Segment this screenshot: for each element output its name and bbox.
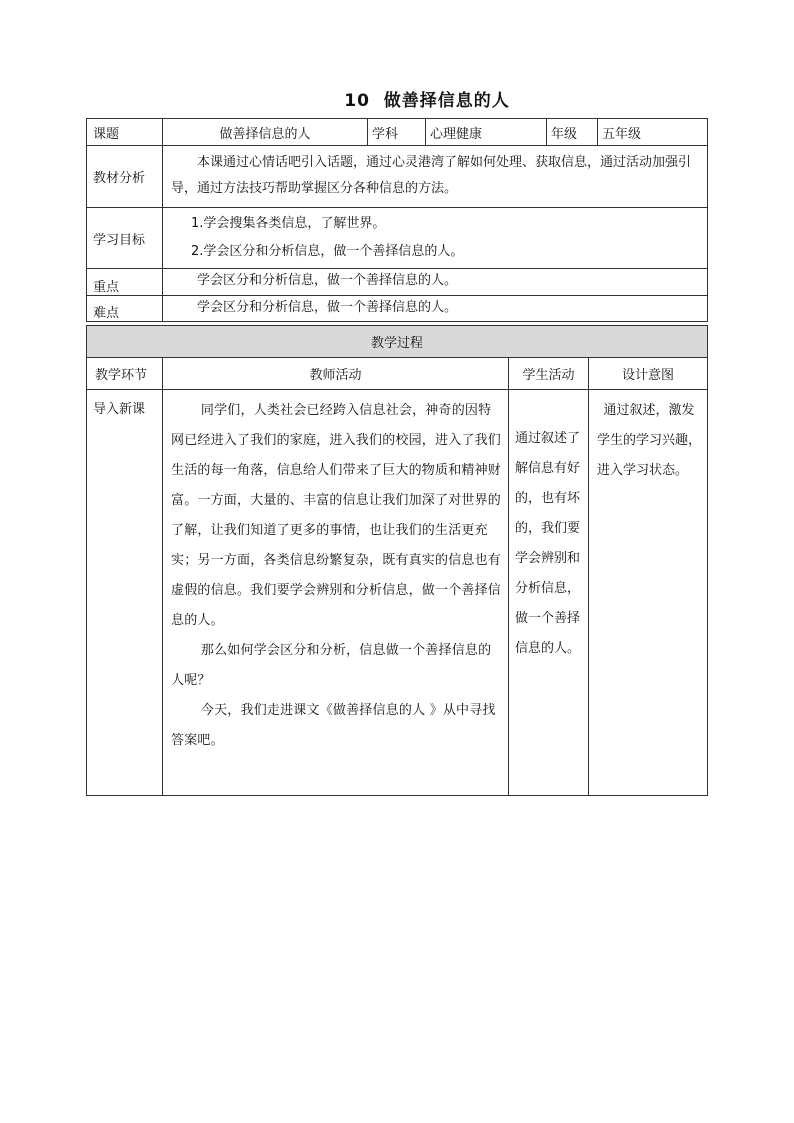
design-intent-cell: 通过叙述，激发学生的学习兴趣，进入学习状态。: [589, 390, 708, 796]
teacher-paragraph: 那么如何学会区分和分析，信息做一个善择信息的人呢？: [171, 643, 492, 688]
difficulty-label: 难点: [87, 296, 163, 322]
column-header-teacher: 教师活动: [163, 358, 509, 390]
key-text: 学会区分和分析信息，做一个善择信息的人。: [163, 269, 708, 296]
process-heading: 教学过程: [87, 326, 708, 358]
difficulty-text: 学会区分和分析信息，做一个善择信息的人。: [163, 296, 708, 322]
lesson-title: 做善择信息的人: [383, 91, 510, 111]
goal-item: 2.学会区分和分析信息，做一个善择信息的人。: [191, 244, 464, 259]
column-header-student: 学生活动: [509, 358, 589, 390]
teacher-paragraph: 今天，我们走进课文《做善择信息的人 》从中寻找答案吧。: [171, 703, 496, 748]
stage-cell: 导入新课: [87, 390, 163, 796]
key-label: 重点: [87, 269, 163, 296]
student-activity-cell: 通过叙述了解信息有好的，也有坏的，我们要学会辨别和分析信息，做一个善择信息的人。: [509, 390, 589, 796]
analysis-text: 本课通过心情话吧引入话题，通过心灵港湾了解如何处理、获取信息，通过活动加强引导，通过方法技巧帮助掌握区分各种信息的方法。: [171, 154, 692, 196]
analysis-label: 教材分析: [87, 146, 163, 208]
grade-label: 年级: [547, 119, 598, 146]
lesson-number: 10: [344, 91, 370, 111]
subject-label: 学科: [368, 119, 426, 146]
document-title: [0, 86, 794, 111]
column-header-stage: 教学环节: [87, 358, 163, 390]
grade-value: 五年级: [598, 119, 708, 146]
teaching-process-table: [86, 325, 708, 796]
topic-label: 课题: [87, 119, 163, 146]
column-header-design: 设计意图: [589, 358, 708, 390]
teacher-activity-cell: [163, 390, 509, 796]
goal-item: 1.学会搜集各类信息，了解世界。: [191, 216, 386, 231]
goals-label: 学习目标: [87, 208, 163, 269]
teacher-paragraph: 同学们，人类社会已经跨入信息社会，神奇的因特网已经进入了我们的家庭，进入我们的校园，进入了我们生活的每一角落，信息给人们带来了巨大的物质和精神财富。一方面，大量的、丰富的信息让我们加深了对世界的了解，让我们知道了更多的事情，也让我们的生活更充实；另一方面，各类信息纷繁复杂，既有真实的信息也有虚假的信息。我们要学会辨别和分析信息，做一个善择信息的人。: [171, 403, 502, 628]
subject-value: 心理健康: [426, 119, 547, 146]
table-row: [87, 390, 708, 796]
lesson-info-table: [86, 118, 708, 322]
topic-value: 做善择信息的人: [163, 119, 368, 146]
